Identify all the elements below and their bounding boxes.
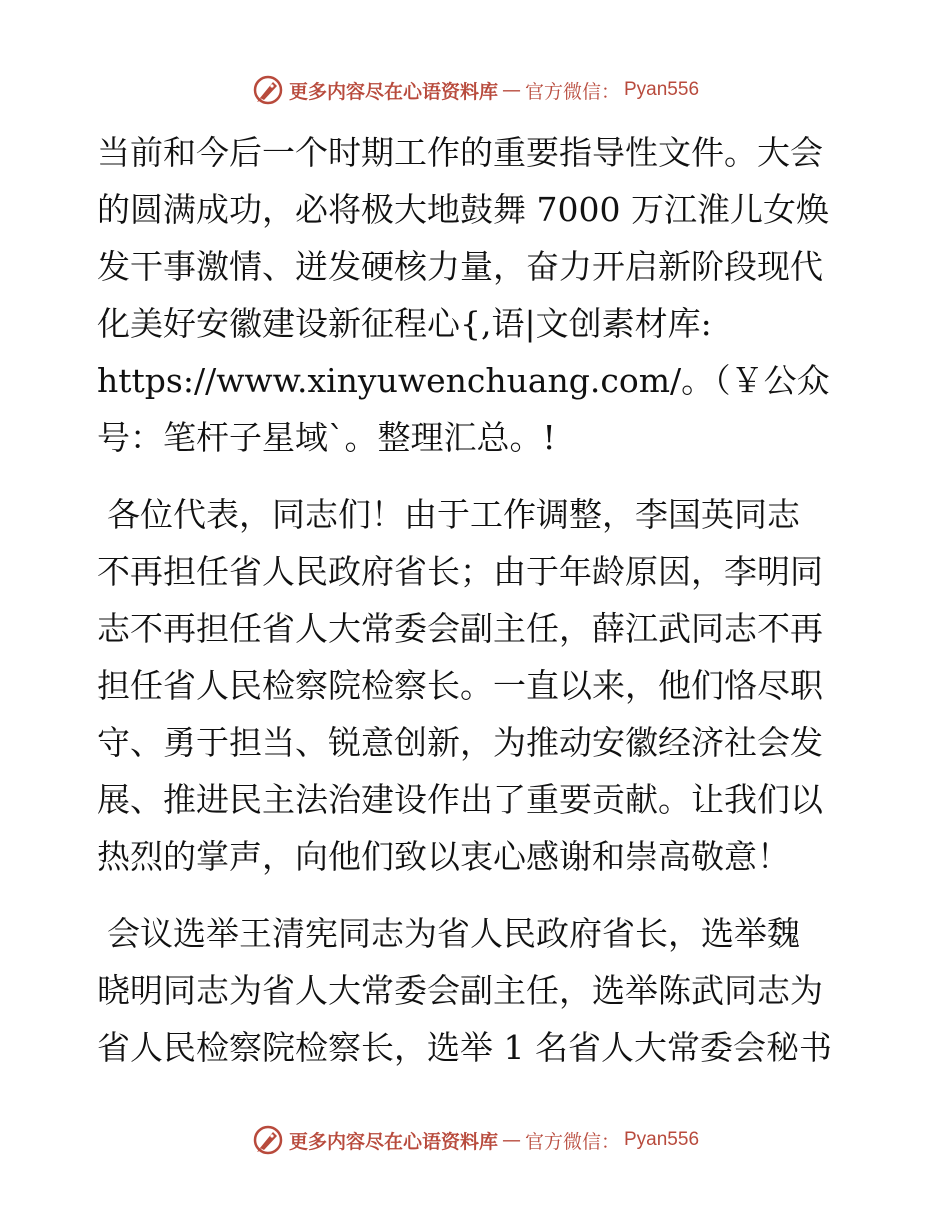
banner-separator: — <box>501 79 521 101</box>
text-line: 晓明同志为省人大常委会副主任，选举陈武同志为 <box>97 971 823 1010</box>
text-line: 会议选举王清宪同志为省人民政府省长，选举魏 <box>107 914 800 953</box>
paragraph-3 <box>97 905 852 1076</box>
wechat-id: Pyan556 <box>624 1129 700 1150</box>
text-line: 热烈的掌声，向他们致以衷心感谢和崇高敬意！ <box>97 837 790 876</box>
wechat-label: 官方微信： <box>524 80 620 103</box>
text-line: 各位代表，同志们！由于工作调整，李国英同志 <box>107 495 800 534</box>
text-line: 省人民检察院检察长，选举 1 名省人大常委会秘书 <box>97 1028 832 1067</box>
banner-text: 更多内容尽在心语资料库 <box>288 1130 498 1153</box>
text-line: 守、勇于担当、锐意创新，为推动安徽经济社会发 <box>97 723 823 762</box>
fountain-pen-logo-icon <box>251 73 285 107</box>
banner-text: 更多内容尽在心语资料库 <box>288 80 498 103</box>
text-line: 发干事激情、迸发硬核力量，奋力开启新阶段现代 <box>97 247 823 286</box>
paragraph-1 <box>97 124 852 466</box>
text-line: 的圆满成功，必将极大地鼓舞 7000 万江淮儿女焕 <box>97 190 829 229</box>
text-line: 当前和今后一个时期工作的重要指导性文件。大会 <box>97 133 823 172</box>
document-body <box>97 124 852 1096</box>
fountain-pen-logo-icon <box>251 1123 285 1157</box>
text-line: 化美好安徽建设新征程心{,语|文创素材库: <box>97 304 712 343</box>
wechat-id: Pyan556 <box>624 79 700 100</box>
header-banner <box>0 70 950 110</box>
text-line: https://www.xinyuwenchuang.com/。（￥公众 <box>97 361 830 400</box>
banner-separator: — <box>501 1129 521 1151</box>
footer-banner <box>0 1120 950 1160</box>
text-line: 展、推进民主法治建设作出了重要贡献。让我们以 <box>97 780 823 819</box>
paragraph-2 <box>97 486 852 885</box>
text-line: 担任省人民检察院检察长。一直以来，他们恪尽职 <box>97 666 823 705</box>
text-line: 志不再担任省人大常委会副主任，薛江武同志不再 <box>97 609 823 648</box>
wechat-label: 官方微信： <box>524 1130 620 1153</box>
text-line: 不再担任省人民政府省长；由于年龄原因，李明同 <box>97 552 823 591</box>
text-line: 号：笔杆子星域`。整理汇总。! <box>97 418 556 457</box>
